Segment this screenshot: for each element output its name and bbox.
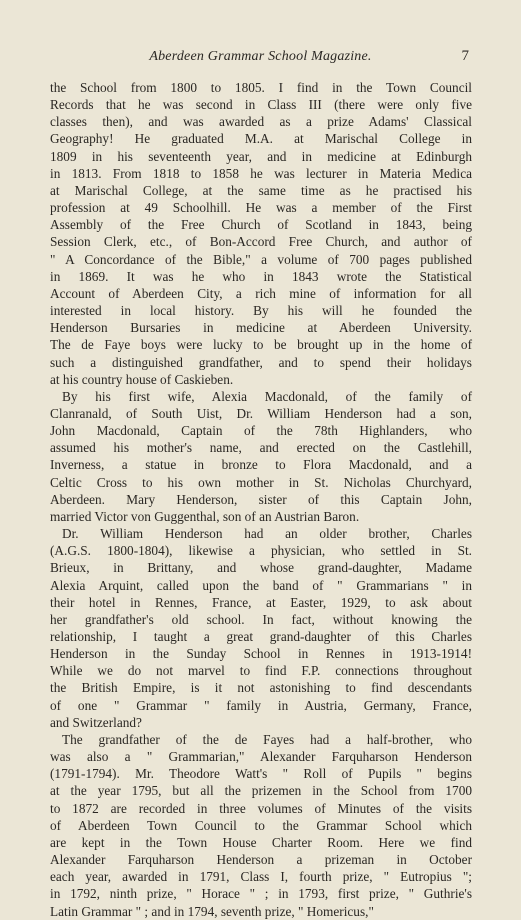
text-line: in 1813. From 1818 to 1858 he was lecturer in Materia Medica <box>50 165 472 181</box>
text-line: John Macdonald, Captain of the 78th Highlanders, who <box>50 423 472 439</box>
body-text <box>50 79 472 920</box>
text-line: to 1872 are recorded in three volumes of Minutes of the visits <box>50 800 472 816</box>
text-line: (1791-1794). Mr. Theodore Watt's " Roll of Pupils " begins <box>50 766 472 782</box>
text-line: her grandfather's old school. In fact, without knowing the <box>50 611 472 627</box>
text-line: at the year 1795, but all the prizemen in the School from 1700 <box>50 783 472 799</box>
text-line: Henderson Bursaries in medicine at Aberdeen University. <box>50 320 472 336</box>
paragraph <box>50 525 472 731</box>
text-line: at his country house of Caskieben. <box>50 371 234 387</box>
paragraph <box>50 731 472 920</box>
text-line: such a distinguished grandfather, and to spend their holidays <box>50 354 472 370</box>
text-line: While we do not marvel to find F.P. connections throughout <box>50 663 472 679</box>
text-line: 1809 in his seventeenth year, and in medicine at Edinburgh <box>50 148 472 164</box>
text-line: Account of Aberdeen City, a rich mine of information for all <box>50 285 472 301</box>
text-line: was also a " Grammarian," Alexander Farquharson Henderson <box>50 749 472 765</box>
text-line: Geography! He graduated M.A. at Marischal College in <box>50 131 472 147</box>
text-line: profession at 49 Schoolhill. He was a member of the First <box>50 200 472 216</box>
text-line: Records that he was second in Class III (there were only five <box>50 97 472 113</box>
text-line: interested in local history. By his will he founded the <box>50 303 472 319</box>
paragraph <box>50 388 472 525</box>
text-line: at Marischal College, at the same time as he practised his <box>50 182 472 198</box>
text-line: Alexander Farquharson Henderson a prizeman in October <box>50 852 472 868</box>
text-line: (A.G.S. 1800-1804), likewise a physician, who settled in St. <box>50 543 472 559</box>
text-line: classes then), and was awarded as a prize Adams' Classical <box>50 114 472 130</box>
text-line: Session Clerk, etc., of Bon-Accord Free Church, and author of <box>50 234 472 250</box>
text-line: The de Faye boys were lucky to be brought up in the home of <box>50 337 472 353</box>
text-line: The grandfather of the de Fayes had a half-brother, who <box>62 731 472 747</box>
text-line: Brieux, in Brittany, and whose grand-daughter, Madame <box>50 560 472 576</box>
text-line: of one " Grammar " family in Austria, Germany, France, <box>50 697 472 713</box>
text-line: " A Concordance of the Bible," a volume of 700 pages published <box>50 251 472 267</box>
text-line: Assembly of the Free Church of Scotland in 1843, being <box>50 217 472 233</box>
text-line: the School from 1800 to 1805. I find in the Town Council <box>50 80 472 95</box>
text-line: their hotel in Rennes, France, at Easter, 1929, to ask about <box>50 594 472 610</box>
running-title: Aberdeen Grammar School Magazine. <box>149 49 372 64</box>
paragraph <box>50 79 472 388</box>
text-line: are kept in the Town House Charter Room. Here we find <box>50 834 472 850</box>
text-line: assumed his mother's name, and erected on the Castlehill, <box>50 440 472 456</box>
text-line: married Victor von Guggenthal, son of an Austrian Baron. <box>50 508 360 524</box>
text-line: each year, awarded in 1791, Class I, fourth prize, " Eutropius "; <box>50 869 472 885</box>
text-line: By his first wife, Alexia Macdonald, of the family of <box>62 388 472 404</box>
text-line: relationship, I taught a great grand-daughter of this Charles <box>50 629 472 644</box>
running-header <box>50 49 471 69</box>
text-line: Inverness, a statue in bronze to Flora Macdonald, and a <box>50 457 472 473</box>
text-line: the British Empire, is it not astonishing to find descendants <box>50 680 472 696</box>
text-line: Alexia Arquint, called upon the band of " Grammarians " in <box>50 577 472 593</box>
text-line: Clanranald, of South Uist, Dr. William Henderson had a son, <box>50 405 472 421</box>
text-line: in 1792, ninth prize, " Horace " ; in 1793, first prize, " Guthrie's <box>50 886 472 902</box>
page-number: 7 <box>461 48 469 64</box>
text-line: Celtic Cross to his own mother in St. Nicholas Churchyard, <box>50 474 472 490</box>
text-line: Latin Grammar " ; and in 1794, seventh prize, " Homericus," <box>50 903 374 919</box>
text-line: Aberdeen. Mary Henderson, sister of this Captain John, <box>50 491 472 507</box>
text-line: of Aberdeen Town Council to the Grammar School which <box>50 817 472 833</box>
text-line: in 1869. It was he who in 1843 wrote the Statistical <box>50 268 472 284</box>
text-line: Henderson in the Sunday School in Rennes in 1913-1914! <box>50 646 472 662</box>
text-line: Dr. William Henderson had an older brother, Charles <box>62 526 472 542</box>
text-line: and Switzerland? <box>50 714 142 730</box>
